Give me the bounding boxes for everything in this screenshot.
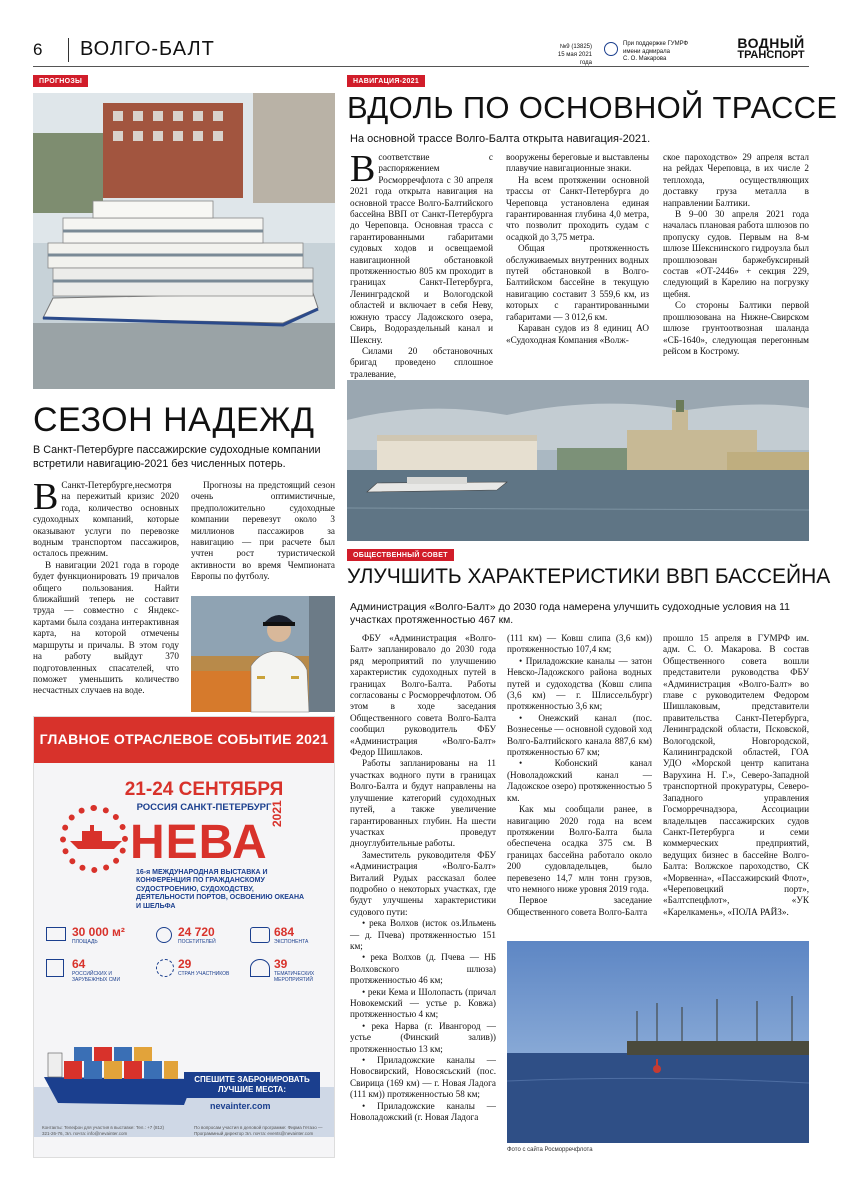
- ad-url[interactable]: nevainter.com: [210, 1101, 271, 1111]
- stat-label: ЭКСПОНЕНТА: [274, 939, 309, 945]
- stat-value: 39: [274, 957, 288, 971]
- drop-cap: В: [350, 148, 376, 190]
- stat-label: ПОСЕТИТЕЛЕЙ: [178, 939, 216, 945]
- paragraph: Со стороны Балтики первой прошлюзована на Нижне-Свирском шлюзе грунтоотвозная шаланда «СБ-1640», следующая перегонным рейсом в Кострому.: [663, 300, 809, 356]
- stat-icon: [250, 959, 270, 977]
- top-article-lead: На основной трассе Волго-Балта открыта навигация-2021.: [350, 133, 651, 145]
- list-item: • реки Кема и Шолопасть (причал Новокемский — устье р. Ковжа) протяженностью 4 км;: [350, 986, 496, 1020]
- neva-river-photo: [347, 380, 809, 541]
- stat-icon: [250, 927, 270, 943]
- stat-label: СТРАН УЧАСТНИКОВ: [178, 971, 230, 977]
- paragraph: В 9–00 30 апреля 2021 года началась плановая работа шлюзов по пропуску судов. Первым на 8-м шлюзе Шекснинского гидроузла был прошлюзован баржебуксирный состав «ОТ-2446» + секция 229, следующий в Карелию на погрузку щебня.: [663, 209, 809, 299]
- page-number: 6: [33, 40, 43, 59]
- header-divider: [68, 38, 69, 62]
- paragraph: Силами 20 обстановочных бригад проведено сплошное тралевание,: [350, 345, 493, 379]
- left-article-lead: В Санкт-Петербурге пассажирские судоходные компании встретили навигацию-2021 без численных потерь.: [33, 444, 321, 470]
- list-item: • Приладожские каналы — Новоладожский (г. Новая Ладога: [350, 1100, 496, 1123]
- paragraph: Караван судов из 8 единиц АО «Судоходная Компания «Волж-: [506, 323, 649, 345]
- top-article-col-1: [350, 148, 493, 379]
- support-info: [623, 41, 688, 64]
- paragraph: Первое заседание Общественного совета Волго-Балта: [507, 895, 652, 917]
- left-article-col-2: [191, 480, 335, 590]
- stat-value: 64: [72, 957, 86, 971]
- paragraph: ФБУ «Администрация «Волго-Балт» запланировало до 2030 года ряд мероприятий по улучшению характеристик судоходных путей в границах Волго-Балта. Работы согласованы с Росморречфлотом. Об этом в ходе заседания Общественного совета Волго-Балта сообщил руководитель ФБУ «Администрация «Волго-Балт» Федор Шишлаков.: [350, 633, 496, 758]
- paragraph: вооружены береговые и выставлены плавучие навигационные знаки.: [506, 152, 649, 174]
- paragraph: (111 км) — Ковш слипа (3,6 км)) протяженностью 107,4 км;: [507, 633, 652, 655]
- council-col-2: [507, 633, 652, 933]
- section-tag-prognozy: ПРОГНОЗЫ: [33, 75, 88, 87]
- cruise-ship-photo: [33, 93, 335, 389]
- gumrf-logo-icon: [604, 42, 618, 56]
- ship-icon: [68, 825, 124, 851]
- ad-contacts-left: Контакты: Телефон для участия в выставке: Тел.: +7 (812) 321-26-76, Эл. почта: info@nevainter.com: [42, 1125, 164, 1136]
- council-article-title: УЛУЧШИТЬ ХАРАКТЕРИСТИКИ ВВП БАССЕЙНА: [347, 565, 831, 588]
- ad-dates: 21-24 СЕНТЯБРЯ: [124, 779, 284, 800]
- council-col-1: [350, 633, 496, 1148]
- neva-ad[interactable]: [33, 716, 335, 1158]
- paragraph: соответствие с распоряжением Росморречфлота с 30 апреля 2021 года открыта навигация на основной трассе Волго-Балтийского бассейна ВВП от Санкт-Петербурга до Череповца. Основная трасса с гарантированными габаритами судовых ходов и освещаемой навигационной обстановкой протяженностью 805 км проходит в границах Санкт-Петербурга, Ленинградской и Вологодской областей и включает в себя Неву, южную трассу Ладожского озера, Свирь, Водораздельный канал и Шексну.: [350, 152, 493, 345]
- list-item: • река Волхов (д. Пчева — НБ Волховского шлюза) протяженностью 46 км;: [350, 952, 496, 986]
- section-title: ВОЛГО-БАЛТ: [80, 38, 215, 60]
- paragraph: Как мы сообщали ранее, в навигацию 2020 года на всем протяжении Волго-Балта была обеспечена осадка 375 см. В границах бассейна работало около 200 судовладельцев, было перевезено 14,7 млн тонн грузов, что немного ниже уровня 2019 года.: [507, 804, 652, 894]
- paragraph: прошло 15 апреля в ГУМРФ им. адм. С. О. Макарова. В состав Общественного совета вошли представители руководства ФБУ «Администрация «Волго-Балт» во главе с руководителем Федором Шишлаковым, представители правительства Санкт-Петербурга, Ленинградской области, Псковской, Вологодской, Новгородской, Калининградской областей, ГОА УДО «Морской центр капитана Варухина Н. Г.», Северо-Западной транспортной прокуратуры, Северо-Западного управления Госморречнадзора, Ассоциации владельцев пассажирских судов Санкт-Петербурга и семи коммерческих предприятий, ведущих бизнес в бассейне Волго-Балта: Волжское пароходство, СК «Морвенна», «Пассажирский Флот», «Череповецкий порт», «Балтспецфлот», «УК «Карелкамень», «ПОЛА РАЙЗ».: [663, 633, 809, 917]
- left-article-title: СЕЗОН НАДЕЖД: [33, 401, 315, 439]
- paragraph: Прогнозы на предстоящий сезон очень оптимистичные, предположительно судоходные компании перевезут около 3 миллионов пассажиров за навигацию — при расчете был учтен рост туристической активности во время Чемпионата Европы по футболу.: [191, 480, 335, 582]
- stat-label: ТЕМАТИЧЕСКИХ МЕРОПРИЯТИЙ: [274, 971, 315, 983]
- ad-place: РОССИЯ САНКТ-ПЕТЕРБУРГ: [136, 802, 272, 813]
- stat-icon: [156, 927, 172, 943]
- masthead-top: ВОДНЫЙ: [737, 35, 805, 51]
- stat-label: РОССИЙСКИХ И ЗАРУБЕЖНЫХ СМИ: [72, 971, 121, 983]
- list-item: • река Волхов (исток оз.Ильмень — д. Пчева) протяженностью 151 км;: [350, 918, 496, 951]
- council-article-lead: Администрация «Волго-Балт» до 2030 года намерена улучшить судоходные условия на 11 участках протяженностью 467 км.: [350, 602, 790, 626]
- council-col-3: [663, 633, 809, 933]
- stat-value: 30 000 м²: [72, 925, 125, 939]
- masthead-bottom: ТРАНСПОРТ: [737, 49, 805, 61]
- paragraph: В навигации 2021 года в городе будет функционировать 19 причалов общего пользования. Найти ближайший теперь не составит труда — совместно с Яндекс-картами была создана интерактивная карта, на которой отмечены маршруты и причалы. В этом году на работу выйдут 370 подготовленных спасателей, что поможет уменьшить количество несчастных случаев на воде.: [33, 559, 179, 696]
- stat-icon: [46, 959, 64, 977]
- ad-cta: СПЕШИТЕ ЗАБРОНИРОВАТЬ ЛУЧШИЕ МЕСТА:: [184, 1072, 320, 1098]
- stat-icon: [46, 927, 66, 941]
- paragraph: Заместитель руководителя ФБУ «Администрация «Волго-Балт» Виталий Рудых рассказал более подробно о некоторых участках, где будут улучшены характеристики судового пути:: [350, 849, 496, 917]
- left-article-col-1: [33, 476, 179, 710]
- photo-credit: Фото с сайта Росморречфлота: [507, 1147, 593, 1153]
- paragraph: Санкт-Петербурге,несмотря на пережитый кризис 2020 года, количество основных судоходных компаний, которые оказывают услуги по перевозке водным транспортом пассажиров, осталось прежним.: [33, 480, 179, 559]
- issue-number: №9 (13825): [559, 44, 592, 50]
- stat-label: ПЛОЩАДЬ: [72, 939, 98, 945]
- list-item: • Кобонский канал (Новоладожский канал — Ладожское озеро) протяженностью 5 км.: [507, 758, 652, 803]
- paragraph: На всем протяжении основной трассы от Санкт-Петербурга до Череповца установлена единая гарантированная глубина 4,0 метра, что позволит проходить судам с осадкой до 3,75 метра.: [506, 174, 649, 242]
- stat-value: 684: [274, 925, 295, 939]
- embankment-photo: [507, 941, 809, 1143]
- drop-cap: В: [33, 476, 59, 518]
- section-tag-navigation: НАВИГАЦИЯ-2021: [347, 75, 425, 87]
- masthead-logo: [732, 36, 810, 61]
- ad-headline: ГЛАВНОЕ ОТРАСЛЕВОЕ СОБЫТИЕ 2021: [39, 731, 329, 747]
- header-rule: [33, 66, 809, 67]
- stat-icon: [156, 959, 174, 977]
- list-item: • Приладожские каналы — Новосвирский, Новосясьский (пос. Свирица (169 км) — г. Новая Ладога (111 км)) протяженностью 58 км;: [350, 1055, 496, 1100]
- paragraph: Работы запланированы на 11 участках водного пути в границах Волго-Балта и будут направлены на улучшение категорий судоходных путей, а также увеличение гарантированных глубин. На шести участках проведут дноуглубительные работы.: [350, 758, 496, 849]
- top-article-col-3: [663, 152, 809, 372]
- stat-value: 29: [178, 957, 192, 971]
- support-line-2: имени адмирала: [623, 48, 670, 55]
- top-article-title: ВДОЛЬ ПО ОСНОВНОЙ ТРАССЕ: [347, 90, 838, 125]
- ad-contacts-right: По вопросам участия в деловой программе: Фирма Гетаэо — Программный директор Эл. почта: events@nevainter.com: [194, 1125, 323, 1136]
- top-article-col-2: [506, 152, 649, 372]
- stat-value: 24 720: [178, 925, 215, 939]
- issue-info: [548, 43, 592, 67]
- support-line-1: При поддержке ГУМРФ: [623, 41, 689, 47]
- ad-name: НЕВА: [130, 816, 268, 869]
- list-item: • река Нарва (г. Ивангород — устье (Финский залив)) протяженностью 13 км;: [350, 1020, 496, 1054]
- ad-year: 2021: [270, 800, 284, 827]
- support-line-3: С. О. Макарова: [623, 56, 667, 62]
- list-item: • Онежский канал (пос. Вознесенье — основной судовой ход Волго-Балтийского канала 887,6 км) протяженностью 67 км;: [507, 712, 652, 758]
- section-tag-council: ОБЩЕСТВЕННЫЙ СОВЕТ: [347, 549, 454, 561]
- ad-description: 16-я МЕЖДУНАРОДНАЯ ВЫСТАВКА И КОНФЕРЕНЦИЯ ПО ГРАЖДАНСКОМУ СУДОСТРОЕНИЮ, СУДОХОДСТВУ, ДЕЯТЕЛЬНОСТИ ПОРТОВ, ОСВОЕНИЮ ОКЕАНА И ШЕЛЬФА: [136, 869, 305, 910]
- paragraph: Общая протяженность обслуживаемых внутренних водных путей обстановкой в Волго-Балтийском бассейне в текущую навигацию составит 3 559,6 км, из которых с гарантированными габаритами — 3 012,6 км.: [506, 243, 649, 322]
- issue-date: 15 мая 2021 года: [557, 52, 592, 66]
- captain-photo: [191, 596, 335, 712]
- paragraph: ское пароходство» 29 апреля встал на рейдах Череповца, в их числе 2 теплохода, осуществляющих доставку груза металла в направлении Балтики.: [663, 152, 809, 208]
- list-item: • Приладожские каналы — затон Невско-Ладожского района водных путей и судоходства (Ковш слипа (3,6 км) — г. Шлиссельбург) протяженностью 3,6 км;: [507, 655, 652, 712]
